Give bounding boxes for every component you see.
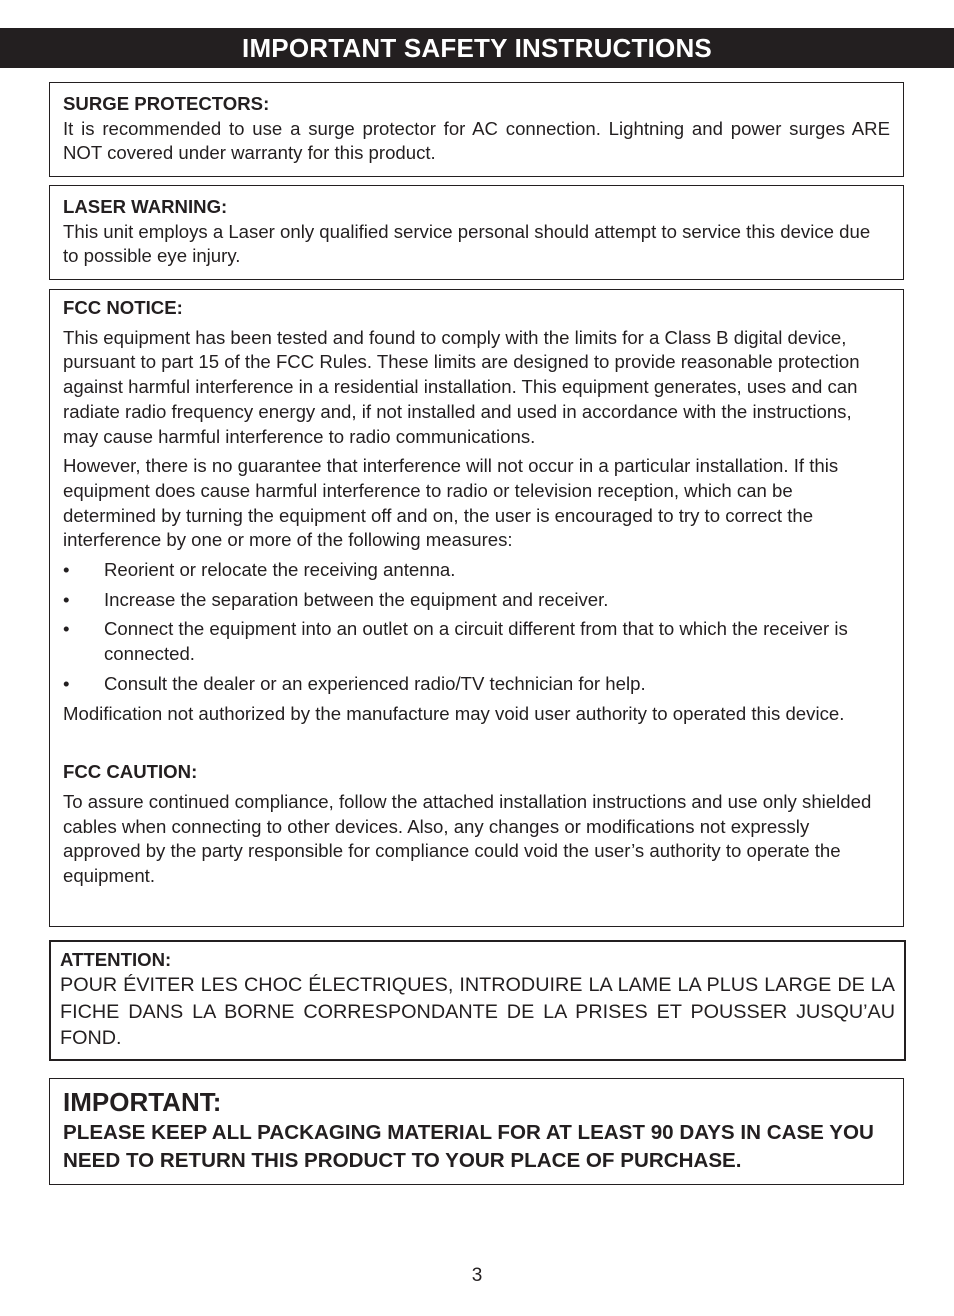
fcc-modification-note: Modification not authorized by the manufacture may void user authority to operated this device.: [63, 702, 845, 724]
important-section: [49, 1078, 904, 1185]
important-body: PLEASE KEEP ALL PACKAGING MATERIAL FOR AT LEAST 90 DAYS IN CASE YOU NEED TO RETURN THIS PRODUCT TO YOUR PLACE OF PURCHASE.: [63, 1121, 874, 1172]
surge-heading: SURGE PROTECTORS:: [63, 93, 270, 114]
measure-text: Consult the dealer or an experienced radio/TV technician for help.: [104, 672, 646, 694]
bullet-icon: •: [63, 559, 70, 581]
surge-body: It is recommended to use a surge protector for AC connection. Lightning and power surges ARE NOT covered under warranty for this product.: [63, 117, 890, 164]
fcc-notice-section: [49, 289, 904, 927]
bullet-icon: •: [63, 618, 70, 640]
attention-body: POUR ÉVITER LES CHOC ÉLECTRIQUES, INTRODUIRE LA LAME LA PLUS LARGE DE LA FICHE DANS LA BORNE CORRESPONDANTE DE LA PRISES ET POUSSER JUSQU’AU FOND.: [60, 974, 895, 1049]
measure-text: Increase the separation between the equipment and receiver.: [104, 588, 609, 610]
attention-section: [49, 940, 906, 1061]
fcc-heading: FCC NOTICE:: [63, 297, 183, 318]
list-item: [63, 672, 890, 697]
measure-text: Reorient or relocate the receiving antenna.: [104, 559, 456, 581]
list-item: [63, 558, 890, 583]
list-item: [63, 588, 890, 613]
fcc-measures-list: [63, 558, 890, 697]
fcc-caution-heading: FCC CAUTION:: [63, 761, 198, 783]
fcc-paragraph-1: This equipment has been tested and found to comply with the limits for a Class B digital device, pursuant to part 15 of the FCC Rules. These limits are designed to provide reasonable protection against harmful interference in a residential installation. This equipment generates, uses and can radiate radio frequency energy and, if not installed and used in accordance with the instructions, may cause harmful interference to radio communications.: [63, 326, 860, 447]
list-item: [63, 617, 890, 666]
important-heading: IMPORTANT:: [63, 1087, 222, 1117]
measure-text: Connect the equipment into an outlet on a circuit different from that to which the receiver is connected.: [104, 618, 848, 665]
laser-heading: LASER WARNING:: [63, 196, 228, 217]
bullet-icon: •: [63, 672, 70, 694]
laser-body: This unit employs a Laser only qualified service personal should attempt to service this device due to possible eye injury.: [63, 220, 871, 267]
page-number: 3: [471, 1265, 483, 1286]
page-title: IMPORTANT SAFETY INSTRUCTIONS: [0, 28, 954, 68]
fcc-paragraph-2: However, there is no guarantee that interference will not occur in a particular installation. If this equipment does cause harmful interference to radio or television reception, which can be determined by turning the equipment off and on, the user is encouraged to try to correct the interference by one or more of the following measures:: [63, 455, 839, 551]
laser-warning-section: [49, 185, 904, 280]
bullet-icon: •: [63, 588, 70, 610]
fcc-caution-body: To assure continued compliance, follow the attached installation instructions and use only shielded cables when connecting to other devices. Also, any changes or modifications not expressly approved by the party responsible for compliance could void the user’s authority to operate the equipment.: [63, 790, 872, 887]
attention-heading: ATTENTION:: [60, 949, 172, 970]
surge-protectors-section: [49, 82, 904, 177]
